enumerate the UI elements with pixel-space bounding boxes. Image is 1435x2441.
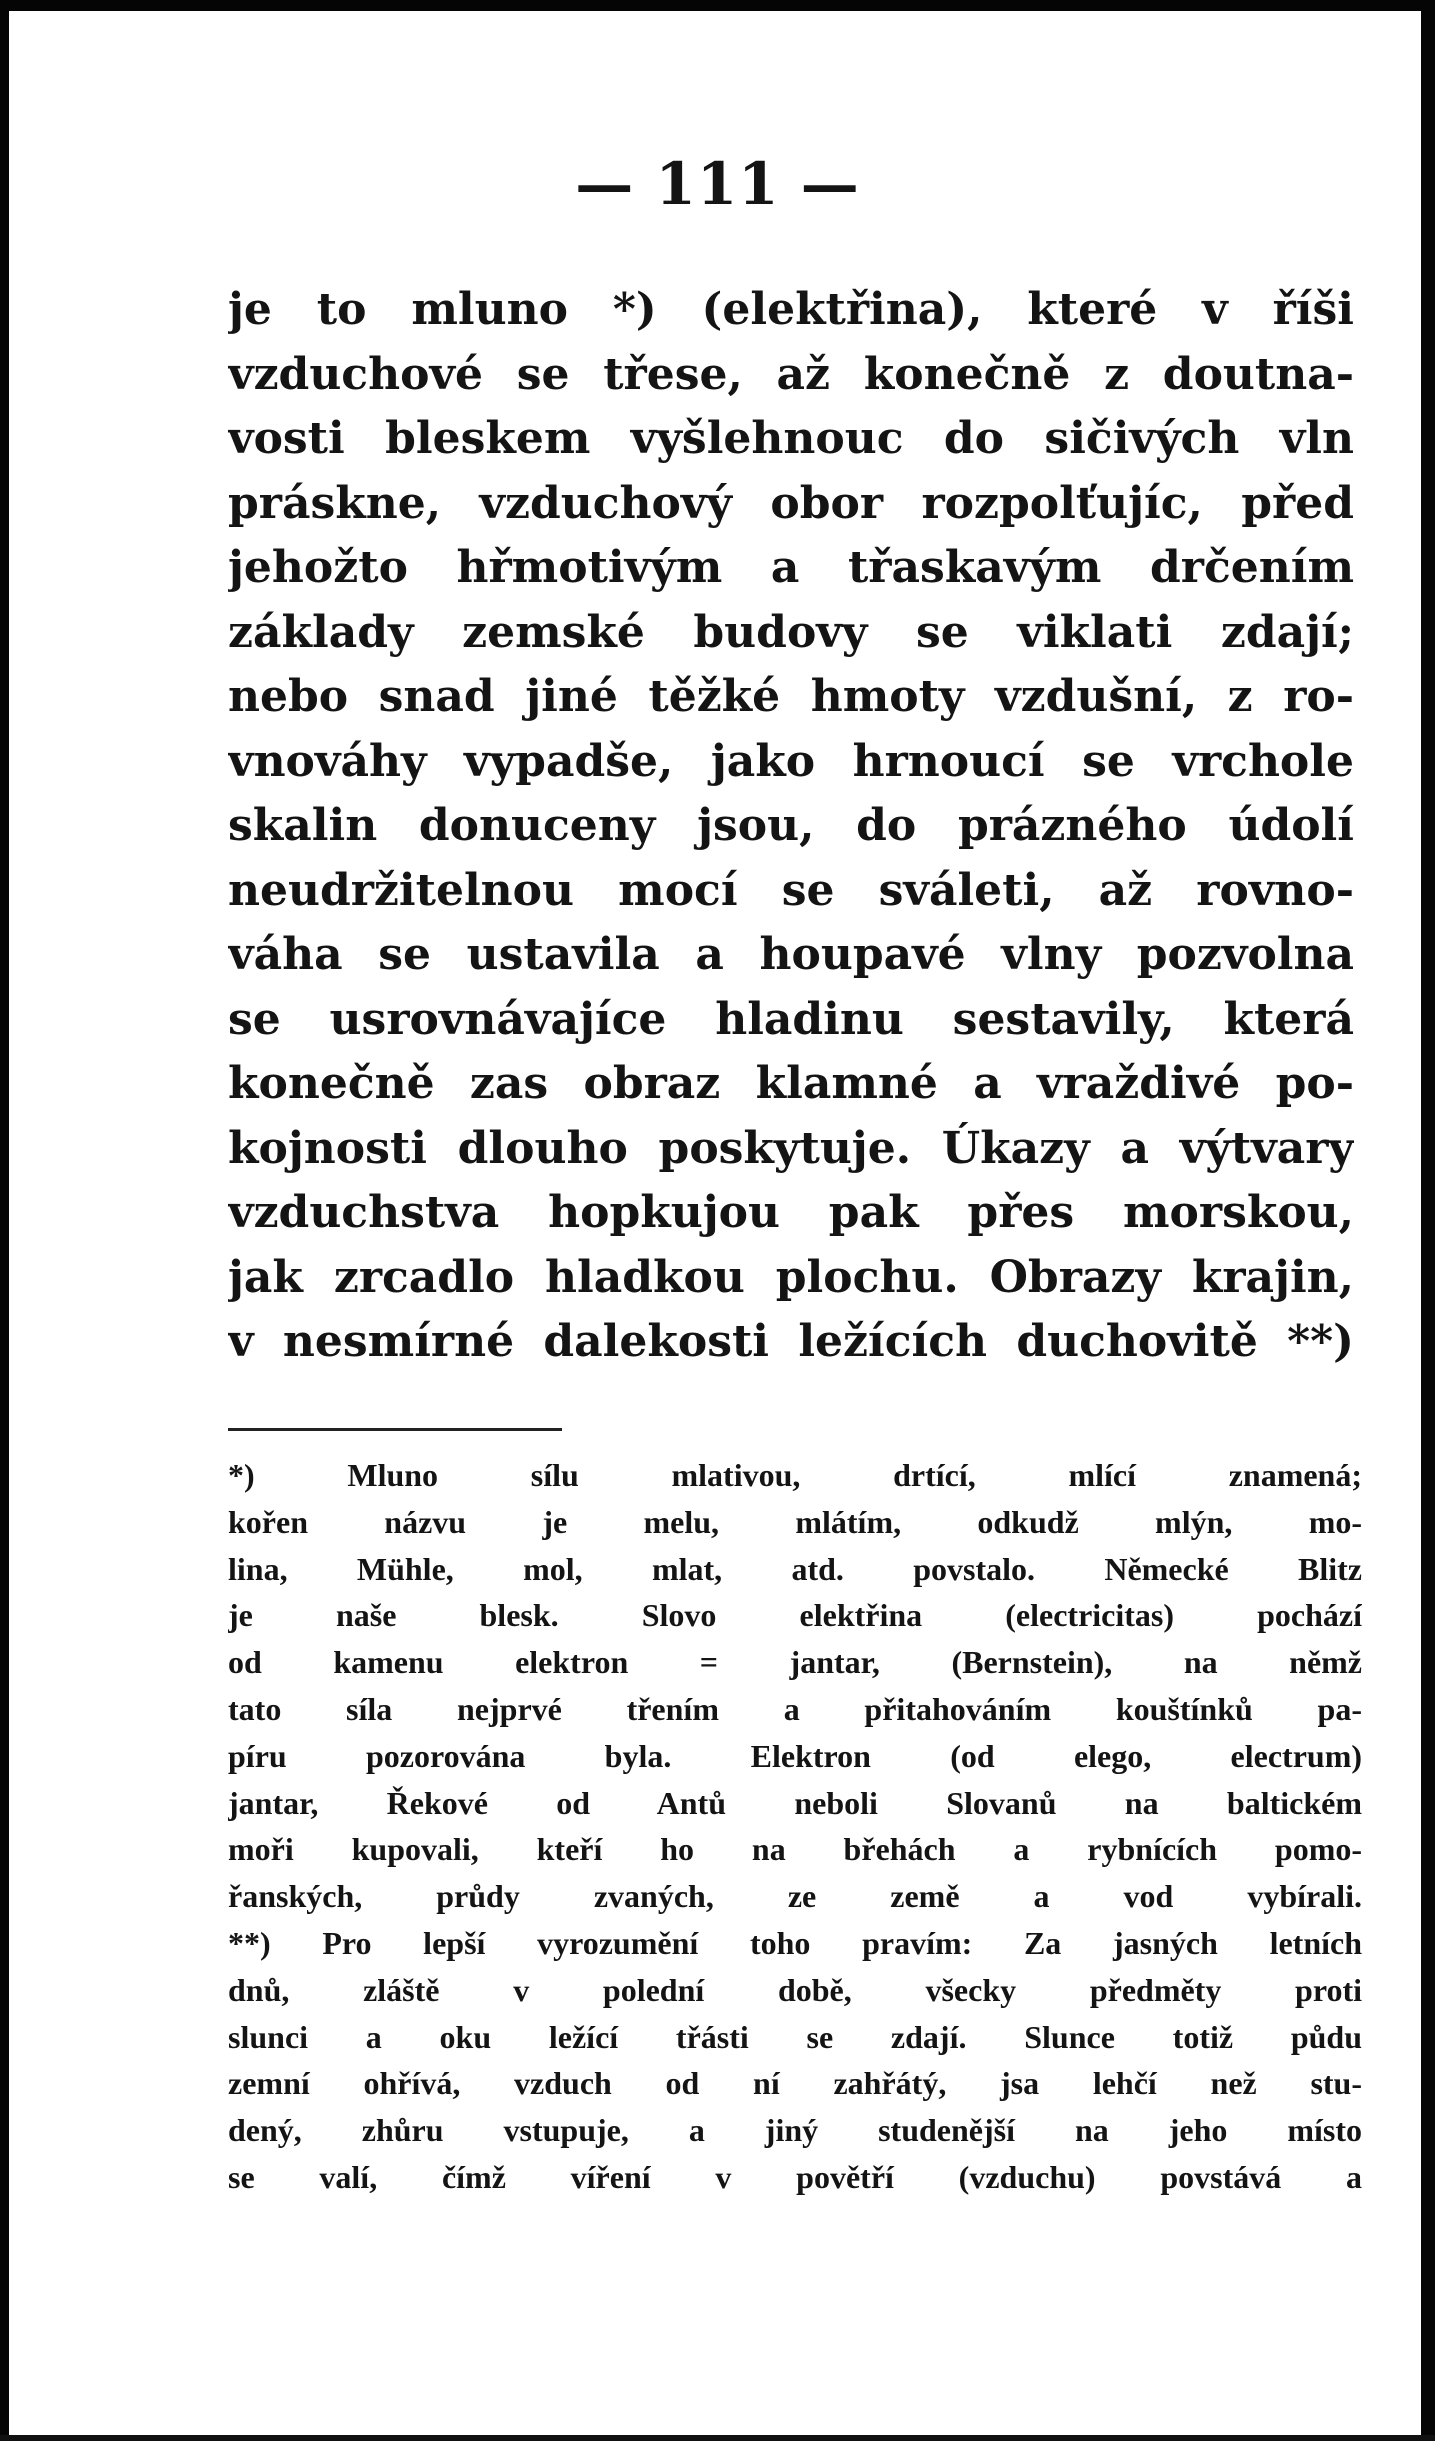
footnote-line: jantar, Řekové od Antů neboli Slovanů na baltickém [228, 1784, 1362, 1821]
text-line: základy zemské budovy se viklati zdají; [228, 606, 1354, 658]
scan-border-left [0, 0, 9, 2441]
footnote-line: **) Pro lepší vyrozumění toho pravím: Za jasných letních [228, 1924, 1362, 1961]
text-line: neudržitelnou mocí se sváleti, až rovno- [228, 864, 1354, 916]
scan-border-top [0, 0, 1435, 11]
page-number: — 111 — [575, 150, 860, 218]
footnote-line: *) Mluno sílu mlativou, drtící, mlící znamená; [228, 1457, 1362, 1493]
text-line: váha se ustavila a houpavé vlny pozvolna [228, 929, 1354, 980]
text-line: práskne, vzduchový obor rozpolťujíc, před [228, 477, 1354, 529]
text-line: je to mluno *) (elektřina), které v říši [228, 284, 1354, 335]
text-line: kojnosti dlouho poskytuje. Úkazy a výtvary [228, 1122, 1354, 1174]
text-line: jak zrcadlo hladkou plochu. Obrazy krajin, [228, 1251, 1354, 1303]
footnote-line: od kamenu elektron = jantar, (Bernstein), na němž [228, 1644, 1362, 1681]
footnote-line: píru pozorována byla. Elektron (od elego, electrum) [228, 1737, 1362, 1774]
text-line: vnováhy vypadše, jako hrnoucí se vrchole [228, 735, 1354, 787]
text-line: skalin donuceny jsou, do prázného údolí [228, 800, 1354, 851]
footnotes [228, 1452, 1362, 2201]
footnote-line: kořen názvu je melu, mlátím, odkudž mlýn, mo- [228, 1503, 1362, 1540]
footnote-line: moři kupovali, kteří ho na břehách a rybnících pomo- [228, 1831, 1362, 1868]
text-line: vzduchové se třese, až konečně z doutna- [228, 348, 1354, 400]
footnote-line: řanských, průdy zvaných, ze země a vod vybírali. [228, 1878, 1362, 1915]
text-line: konečně zas obraz klamné a vraždivé po- [228, 1058, 1354, 1109]
main-text [228, 278, 1354, 1375]
scan-border-right [1421, 0, 1435, 2441]
text-line: v nesmírné dalekosti ležících duchovitě **) [228, 1316, 1354, 1367]
text-line: vzduchstva hopkujou pak přes morskou, [228, 1187, 1354, 1238]
footnote-line: zemní ohřívá, vzduch od ní zahřátý, jsa lehčí než stu- [228, 2065, 1362, 2102]
text-line: nebo snad jiné těžké hmoty vzdušní, z ro- [228, 671, 1354, 722]
scan-border-bottom [0, 2435, 1435, 2441]
text-line: se usrovnávajíce hladinu sestavily, která [228, 993, 1354, 1045]
footnote-line: lina, Mühle, mol, mlat, atd. povstalo. Německé Blitz [228, 1550, 1362, 1587]
text-line: vosti bleskem vyšlehnouc do sičivých vln [228, 413, 1354, 464]
footnote-separator [228, 1428, 562, 1431]
footnote-line: se valí, čímž víření v povětří (vzduchu) povstává a [228, 2158, 1362, 2195]
footnote-line: slunci a oku ležící třásti se zdají. Slunce totiž půdu [228, 2018, 1362, 2055]
text-line: jehožto hřmotivým a třaskavým drčením [228, 542, 1354, 593]
footnote-line: tato síla nejprvé třením a přitahováním kouštínků pa- [228, 1690, 1362, 1727]
footnote-line: je naše blesk. Slovo elektřina (electricitas) pochází [228, 1597, 1362, 1634]
footnote-line: dený, zhůru vstupuje, a jiný studenější na jeho místo [228, 2112, 1362, 2149]
footnote-line: dnů, zláště v polední době, všecky předměty proti [228, 1971, 1362, 2008]
